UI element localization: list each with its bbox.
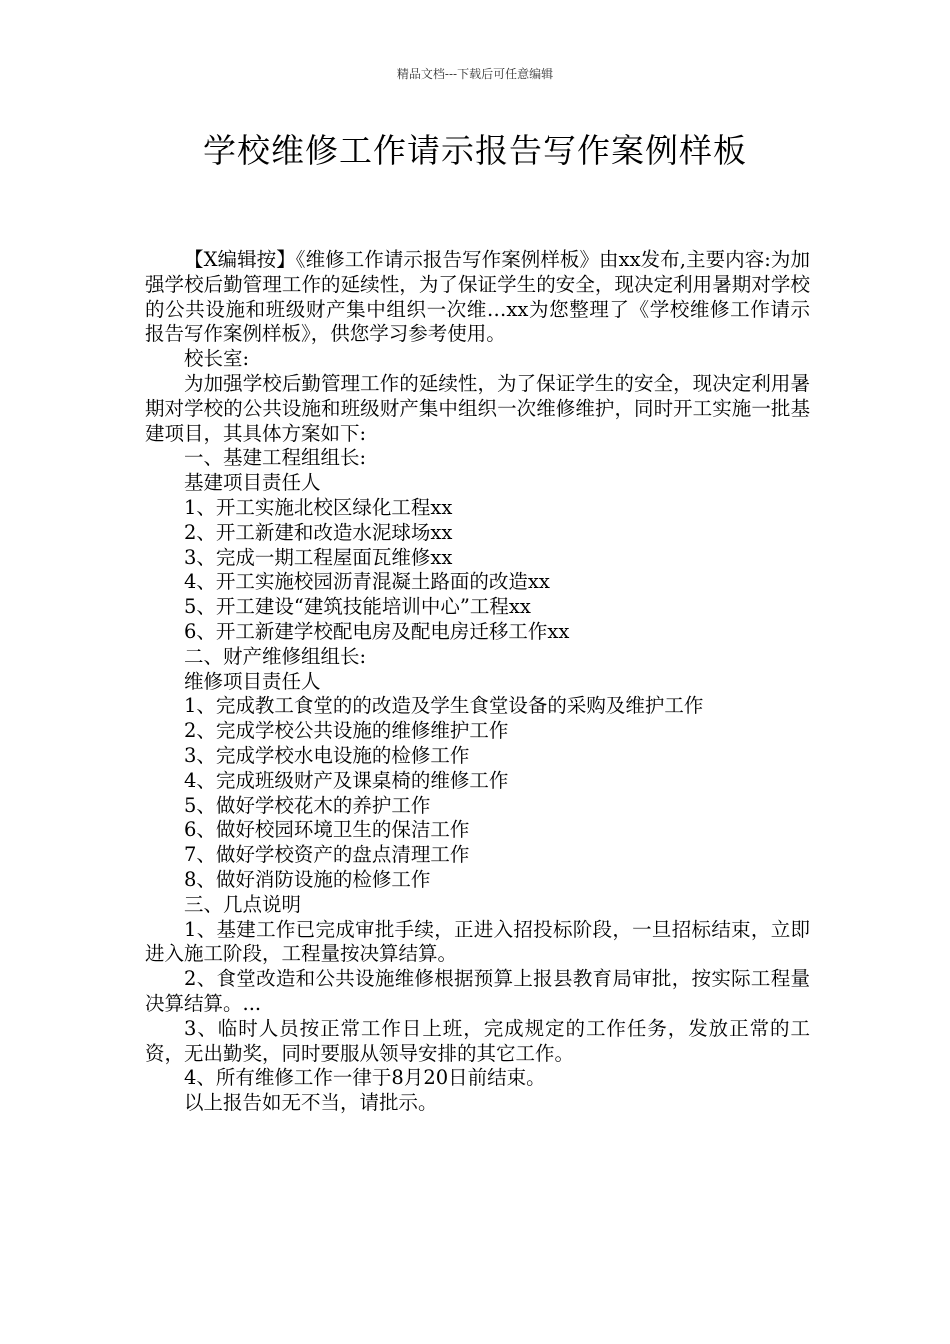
- list-item: 5、开工建设“建筑技能培训中心”工程xx: [184, 595, 531, 619]
- note-paragraph: 4、所有维修工作一律于8月20日前结束。: [184, 1066, 546, 1090]
- section-heading: 三、几点说明: [184, 892, 302, 916]
- header-note: 精品文档---下载后可任意编辑: [396, 67, 554, 81]
- note-paragraph: 2、食堂改造和公共设施维修根据预算上报县教育局审批，按实际工程量决算结算。...: [145, 967, 810, 1015]
- responsible-line: 维修项目责任人: [184, 669, 321, 693]
- document-body: [145, 248, 810, 1116]
- list-item: 5、做好学校花木的养护工作: [184, 793, 431, 817]
- intro-paragraph: 为加强学校后勤管理工作的延续性，为了保证学生的安全，现决定利用暑期对学校的公共设施和班级财产集中组织一次维修维护，同时开工实施一批基建项目，其具体方案如下:: [145, 371, 810, 445]
- list-item: 7、做好学校资产的盘点清理工作: [184, 843, 470, 867]
- responsible-line: 基建项目责任人: [184, 471, 321, 495]
- list-item: 2、完成学校公共设施的维修维护工作: [184, 719, 509, 743]
- list-item: 3、完成学校水电设施的检修工作: [184, 743, 470, 767]
- note-paragraph: 1、基建工作已完成审批手续，正进入招投标阶段，一旦招标结束，立即进入施工阶段，工程量按决算结算。: [145, 917, 810, 966]
- list-item: 8、做好消防设施的检修工作: [184, 867, 431, 891]
- list-item: 1、完成教工食堂的的改造及学生食堂设备的采购及维护工作: [184, 694, 704, 718]
- document-title: 学校维修工作请示报告写作案例样板: [203, 131, 747, 170]
- addressee-line: 校长室:: [184, 347, 250, 371]
- list-item: 1、开工实施北校区绿化工程xx: [184, 495, 453, 519]
- section-heading: 二、财产维修组组长:: [184, 644, 367, 668]
- closing-line: 以上报告如无不当，请批示。: [184, 1091, 438, 1115]
- list-item: 3、完成一期工程屋面瓦维修xx: [184, 545, 453, 569]
- list-item: 6、开工新建学校配电房及配电房迁移工作xx: [184, 619, 570, 643]
- list-item: 2、开工新建和改造水泥球场xx: [184, 520, 453, 544]
- section-heading: 一、基建工程组组长:: [184, 446, 367, 470]
- list-item: 6、做好校园环境卫生的保洁工作: [184, 818, 470, 842]
- list-item: 4、完成班级财产及课桌椅的维修工作: [184, 768, 509, 792]
- list-item: 4、开工实施校园沥青混凝土路面的改造xx: [184, 570, 550, 594]
- editor-note-paragraph: 【X编辑按】《维修工作请示报告写作案例样板》由xx发布,主要内容:为加强学校后勤管理工作的延续性，为了保证学生的安全，现决定利用暑期对学校的公共设施和班级财产集中组织一次维…xx为您整理了《学校维修工作请示报告写作案例样板》，供您学习参考使用。: [145, 248, 810, 346]
- note-paragraph: 3、临时人员按正常工作日上班，完成规定的工作任务，发放正常的工资，无出勤奖，同时要服从领导安排的其它工作。: [145, 1016, 810, 1065]
